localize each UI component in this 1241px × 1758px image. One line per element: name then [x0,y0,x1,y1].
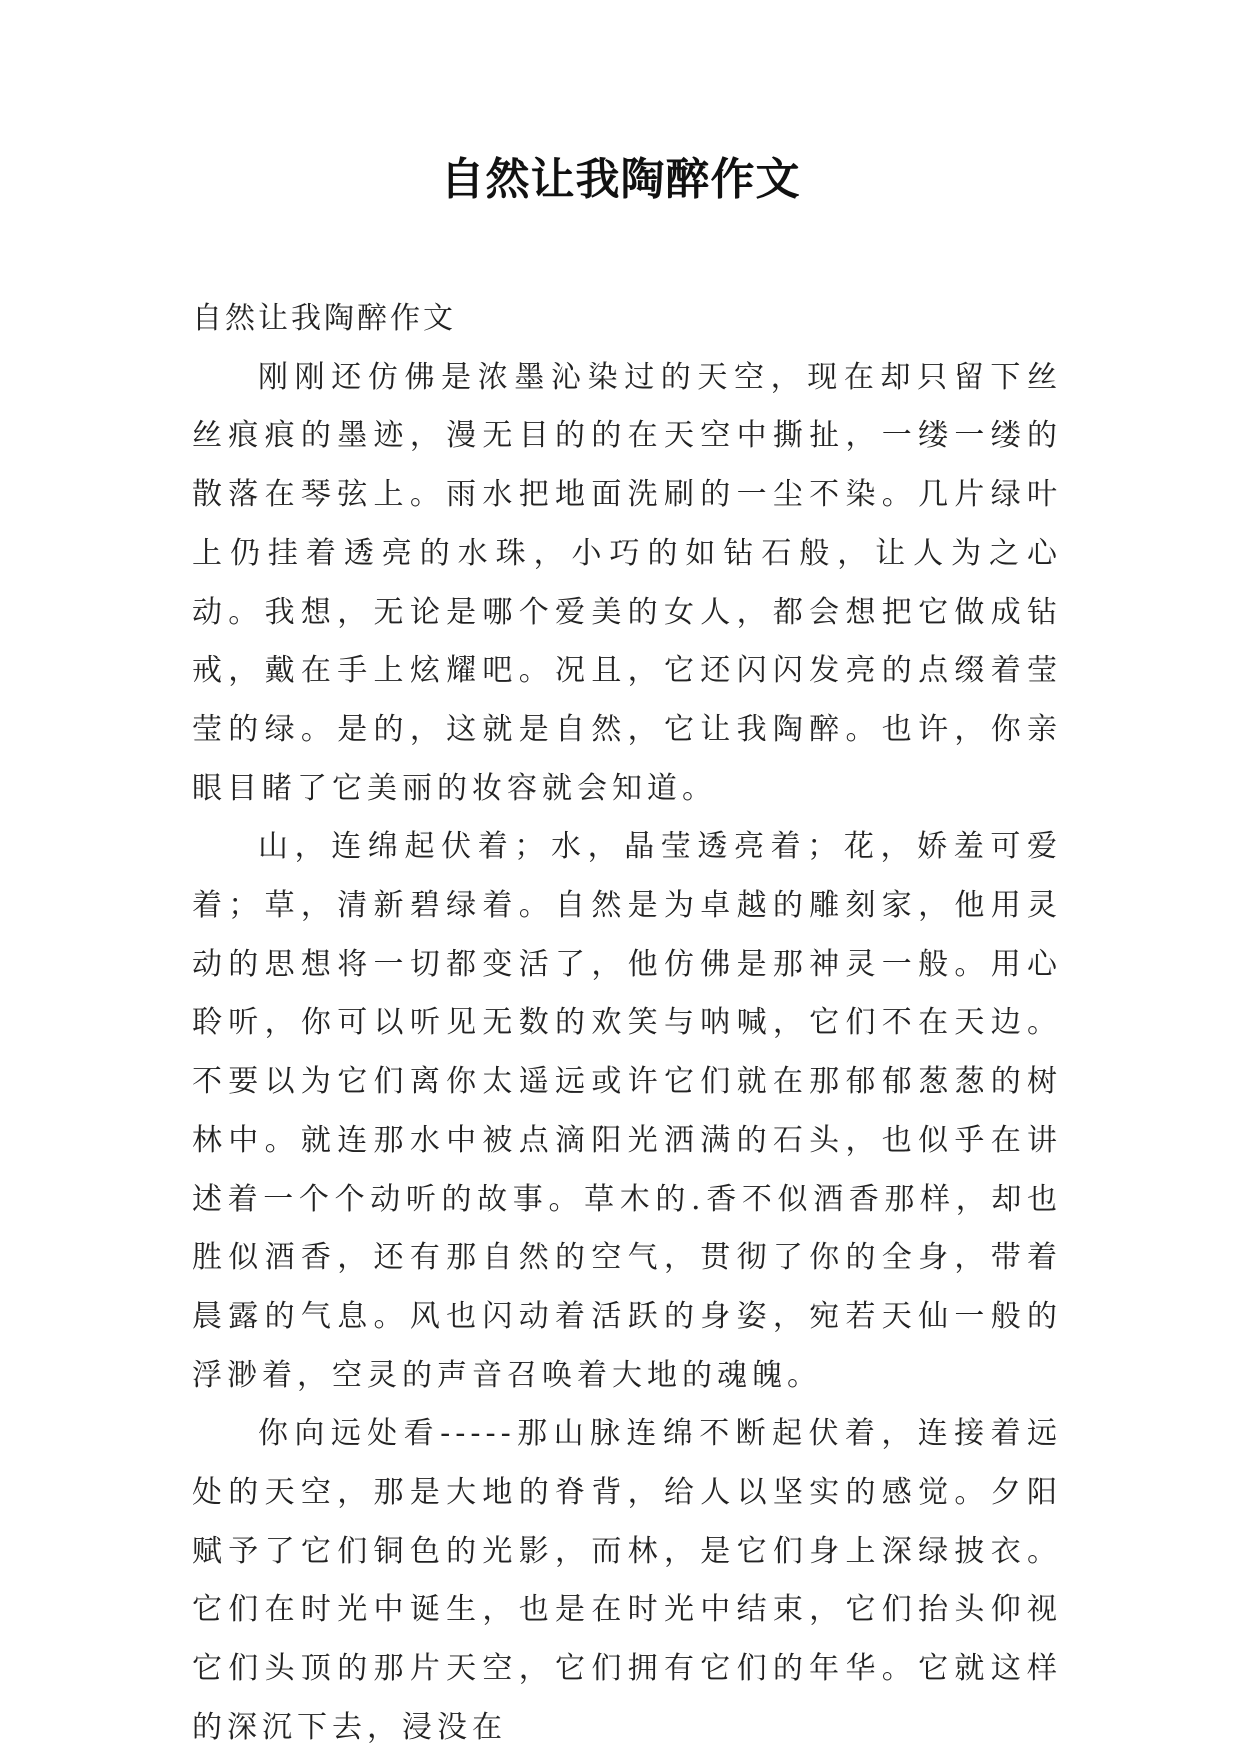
paragraph-1: 刚刚还仿佛是浓墨沁染过的天空，现在却只留下丝丝痕痕的墨迹，漫无目的的在天空中撕扯，一缕一缕的散落在琴弦上。雨水把地面洗刷的一尘不染。几片绿叶上仍挂着透亮的水珠，小巧的如钻石般，让人为之心动。我想，无论是哪个爱美的女人，都会想把它做成钻戒，戴在手上炫耀吧。况且，它还闪闪发亮的点缀着莹莹的绿。是的，这就是自然，它让我陶醉。也许，你亲眼目睹了它美丽的妆容就会知道。 [192,359,1062,806]
paragraph-3: 你向远处看-----那山脉连绵不断起伏着，连接着远处的天空，那是大地的脊背，给人以坚实的感觉。夕阳赋予了它们铜色的光影，而林，是它们身上深绿披衣。它们在时光中诞生，也是在时光中结束，它们抬头仰视它们头顶的那片天空，它们拥有它们的年华。它就这样的深沉下去，浸没在 [192,1416,1062,1745]
paragraph-2: 山，连绵起伏着；水，晶莹透亮着；花，娇羞可爱着；草，清新碧绿着。自然是为卓越的雕刻家，他用灵动的思想将一切都变活了，他仿佛是那神灵一般。用心聆听，你可以听见无数的欢笑与呐喊，它们不在天边。不要以为它们离你太遥远或许它们就在那郁郁葱葱的树林中。就连那水中被点滴阳光洒满的石头，也似乎在讲述着一个个动听的故事。草木的.香不似酒香那样，却也胜似酒香，还有那自然的空气，贯彻了你的全身，带着晨露的气息。风也闪动着活跃的身姿，宛若天仙一般的浮渺着，空灵的声音召唤着大地的魂魄。 [192,829,1062,1393]
document-title: 自然让我陶醉作文 [440,154,801,205]
document-body [192,290,1062,1758]
document-subtitle: 自然让我陶醉作文 [192,301,456,336]
